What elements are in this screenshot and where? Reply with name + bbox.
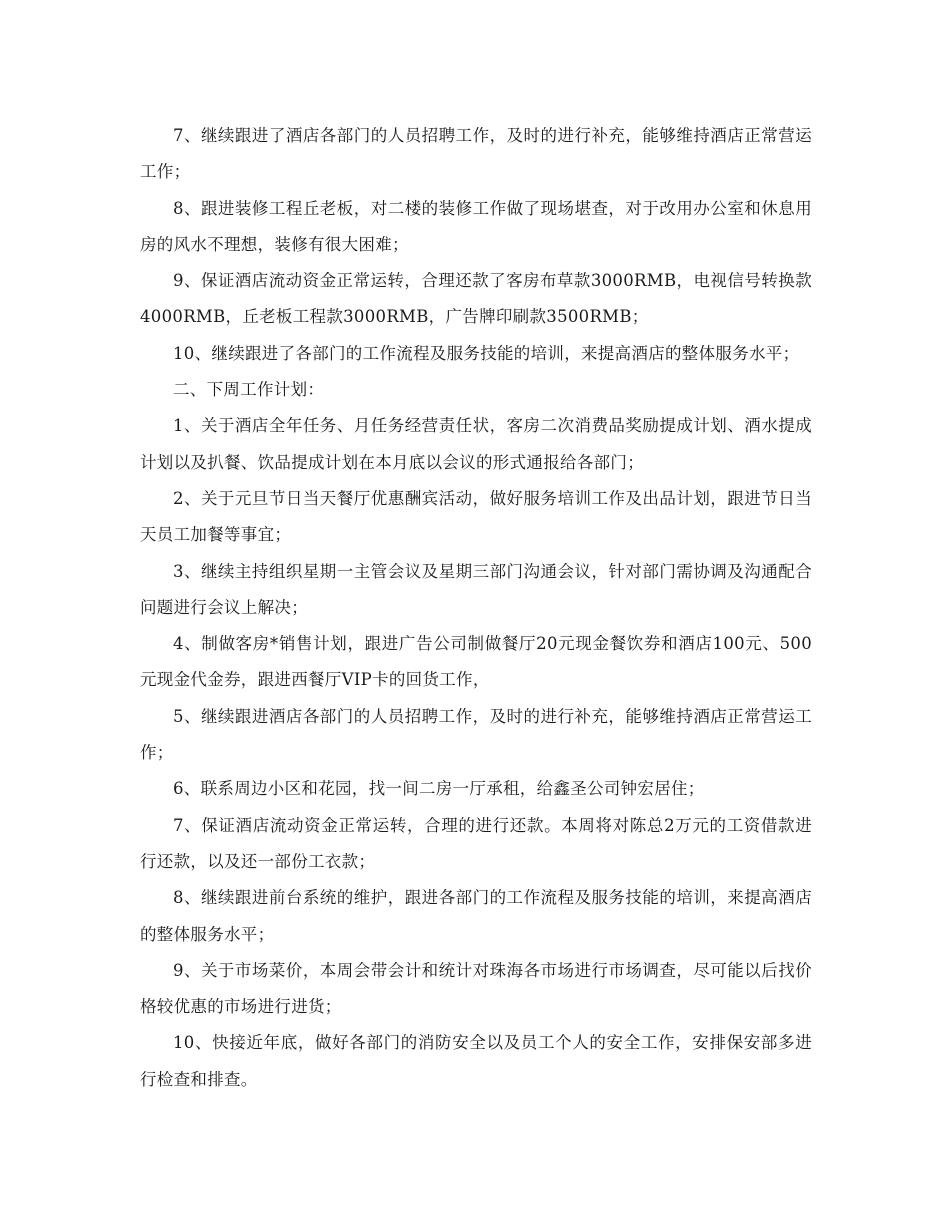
plan-item-8: 8、继续跟进前台系统的维护，跟进各部门的工作流程及服务技能的培训，来提高酒店的整体服务水平； bbox=[140, 888, 812, 944]
document-body bbox=[140, 118, 812, 1098]
plan-item-9: 9、关于市场菜价，本周会带会计和统计对珠海各市场进行市场调查，尽可能以后找价格较优惠的市场进行进货； bbox=[140, 960, 812, 1017]
report-item-10: 10、继续跟进了各部门的工作流程及服务技能的培训，来提高酒店的整体服务水平； bbox=[173, 343, 800, 363]
plan-item-4: 4、制做客房*销售计划，跟进广告公司制做餐厅20元现金餐饮券和酒店100元、500元现金代金券，跟进西餐厅VIP卡的回货工作， bbox=[140, 634, 812, 690]
plan-item-10: 10、快接近年底，做好各部门的消防安全以及员工个人的安全工作，安排保安部多进行检查和排查。 bbox=[140, 1033, 812, 1089]
plan-item-3: 3、继续主持组织星期一主管会议及星期三部门沟通会议，针对部门需协调及沟通配合问题进行会议上解决； bbox=[140, 561, 812, 617]
report-item-7: 7、继续跟进了酒店各部门的人员招聘工作，及时的进行补充，能够维持酒店正常营运工作； bbox=[140, 126, 812, 182]
plan-item-7: 7、保证酒店流动资金正常运转，合理的进行还款。本周将对陈总2万元的工资借款进行还款，以及还一部份工衣款； bbox=[140, 815, 812, 871]
plan-item-6: 6、联系周边小区和花园，找一间二房一厅承租，给鑫圣公司钟宏居住； bbox=[173, 779, 705, 799]
plan-item-1: 1、关于酒店全年任务、月任务经营责任状，客房二次消费品奖励提成计划、酒水提成计划以及扒餐、饮品提成计划在本月底以会议的形式通报给各部门； bbox=[140, 416, 812, 472]
section-heading-next-week-plan: 二、下周工作计划： bbox=[173, 380, 325, 400]
plan-item-5: 5、继续跟进酒店各部门的人员招聘工作，及时的进行补充，能够维持酒店正常营运工作； bbox=[140, 706, 812, 763]
plan-item-2: 2、关于元旦节日当天餐厅优惠酬宾活动，做好服务培训工作及出品计划，跟进节日当天员工加餐等事宜； bbox=[140, 488, 812, 545]
report-item-9: 9、保证酒店流动资金正常运转，合理还款了客房布草款3000RMB，电视信号转换款4000RMB，丘老板工程款3000RMB，广告牌印刷款3500RMB； bbox=[140, 271, 812, 327]
report-item-8: 8、跟进装修工程丘老板，对二楼的装修工作做了现场堪查，对于改用办公室和休息用房的风水不理想，装修有很大困难； bbox=[140, 198, 812, 254]
